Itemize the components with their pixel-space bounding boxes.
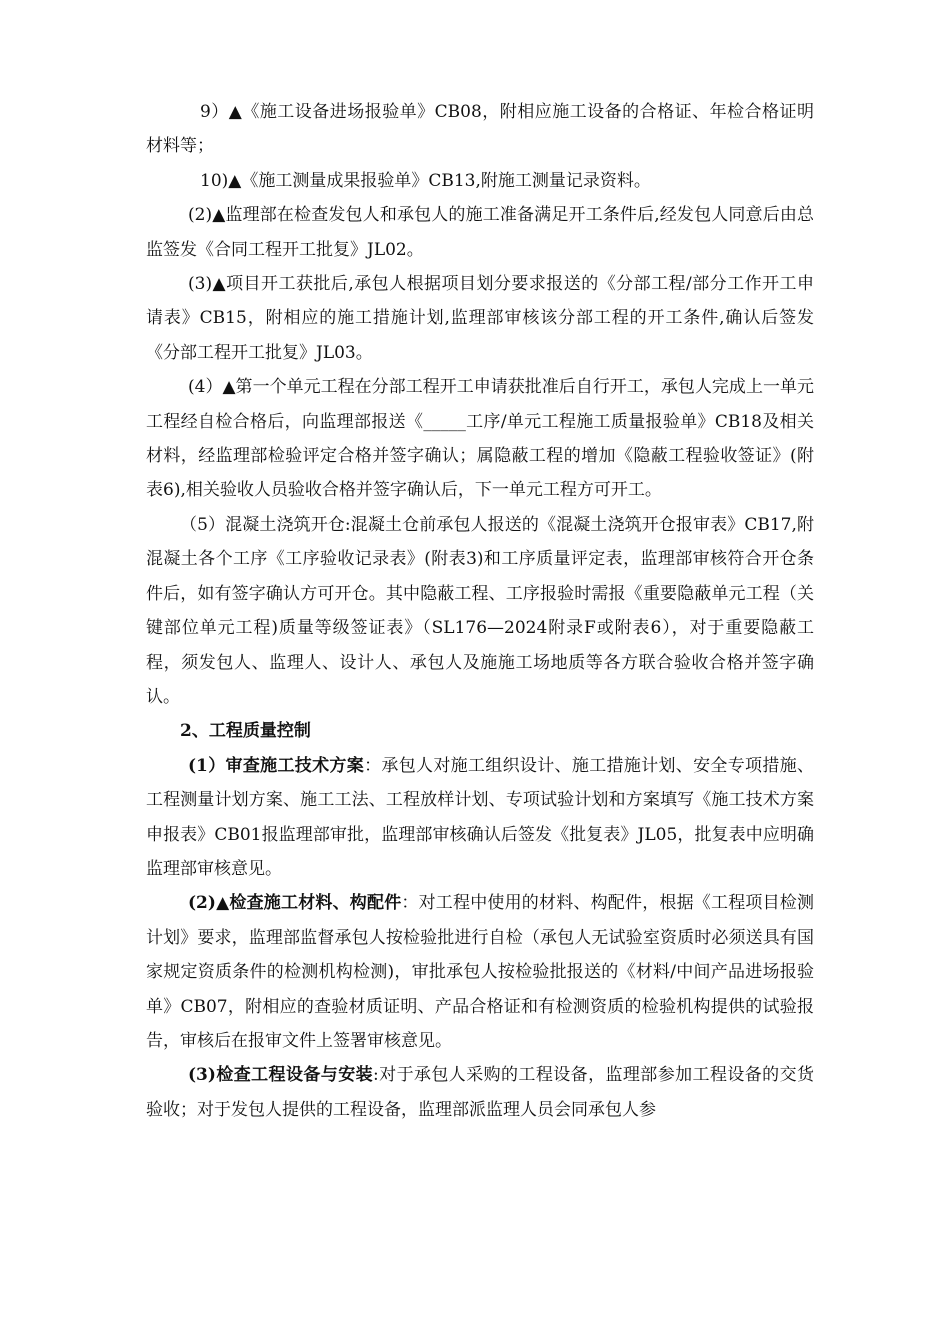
quality-item-2-body: ：对工程中使用的材料、构配件，根据《工程项目检测计划》要求，监理部监督承包人按检验批进行自检（承包人无试验室资质时必须送具有国家规定资质条件的检测机构检测)，审批承包人按检验批报送的《材料/中间产品进场报验单》CB07，附相应的查验材质证明、产品合格证和有检测资质的检验机构提供的试验报告，审核后在报审文件上签署审核意见。 <box>146 893 814 1051</box>
item-10: 10)▲《施工测量成果报验单》CB13,附施工测量记录资料。 <box>200 170 651 191</box>
quality-item-3-lead: (3)检查工程设备与安装 <box>188 1065 374 1086</box>
quality-item-2 <box>146 886 814 1058</box>
quality-item-1-body: ：承包人对施工组织设计、施工措施计划、安全专项措施、工程测量计划方案、施工工法、工程放样计划、专项试验计划和方案填写《施工技术方案申报表》CB01报监理部审批，监理部审核确认后签发《批复表》JL05，批复表中应明确监理部审核意见。 <box>146 755 815 879</box>
quality-item-1 <box>146 749 814 887</box>
quality-item-3 <box>146 1058 814 1127</box>
item-9: 9）▲《施工设备进场报验单》CB08，附相应施工设备的合格证、年检合格证明材料等； <box>146 102 814 157</box>
section-4: (4）▲第一个单元工程在分部工程开工申请获批准后自行开工，承包人完成上一单元工程经自检合格后，向监理部报送《_____工序/单元工程施工质量报验单》CB18及相关材料，经监理部检验评定合格并签字确认；属隐蔽工程的增加《隐蔽工程验收签证》(附表6),相关验收人员验收合格并签字确认后，下一单元工程方可开工。 <box>146 377 814 501</box>
quality-item-3-body: :对于承包人采购的工程设备，监理部参加工程设备的交货验收；对于发包人提供的工程设备，监理部派监理人员会同承包人参 <box>146 1065 814 1120</box>
quality-item-1-lead: (1）审查施工技术方案 <box>188 755 365 776</box>
section-heading: 2、工程质量控制 <box>180 721 311 742</box>
document-page <box>146 95 814 1127</box>
section-2: (2)▲监理部在检查发包人和承包人的施工准备满足开工条件后,经发包人同意后由总监签发《合同工程开工批复》JL02。 <box>146 205 814 260</box>
section-5: （5）混凝土浇筑开仓:混凝土仓前承包人报送的《混凝土浇筑开仓报审表》CB17,附混凝土各个工序《工序验收记录表》(附表3)和工序质量评定表，监理部审核符合开仓条件后，如有签字确认方可开仓。其中隐蔽工程、工序报验时需报《重要隐蔽单元工程（关键部位单元工程)质量等级签证表》（SL176—2024附录F或附表6），对于重要隐蔽工程，须发包人、监理人、设计人、承包人及施施工场地质等各方联合验收合格并签字确认。 <box>146 514 814 707</box>
quality-item-2-lead: (2)▲检查施工材料、构配件 <box>188 893 402 914</box>
section-3: (3)▲项目开工获批后,承包人根据项目划分要求报送的《分部工程/部分工作开工申请表》CB15，附相应的施工措施计划,监理部审核该分部工程的开工条件,确认后签发《分部工程开工批复》JL03。 <box>146 274 814 363</box>
